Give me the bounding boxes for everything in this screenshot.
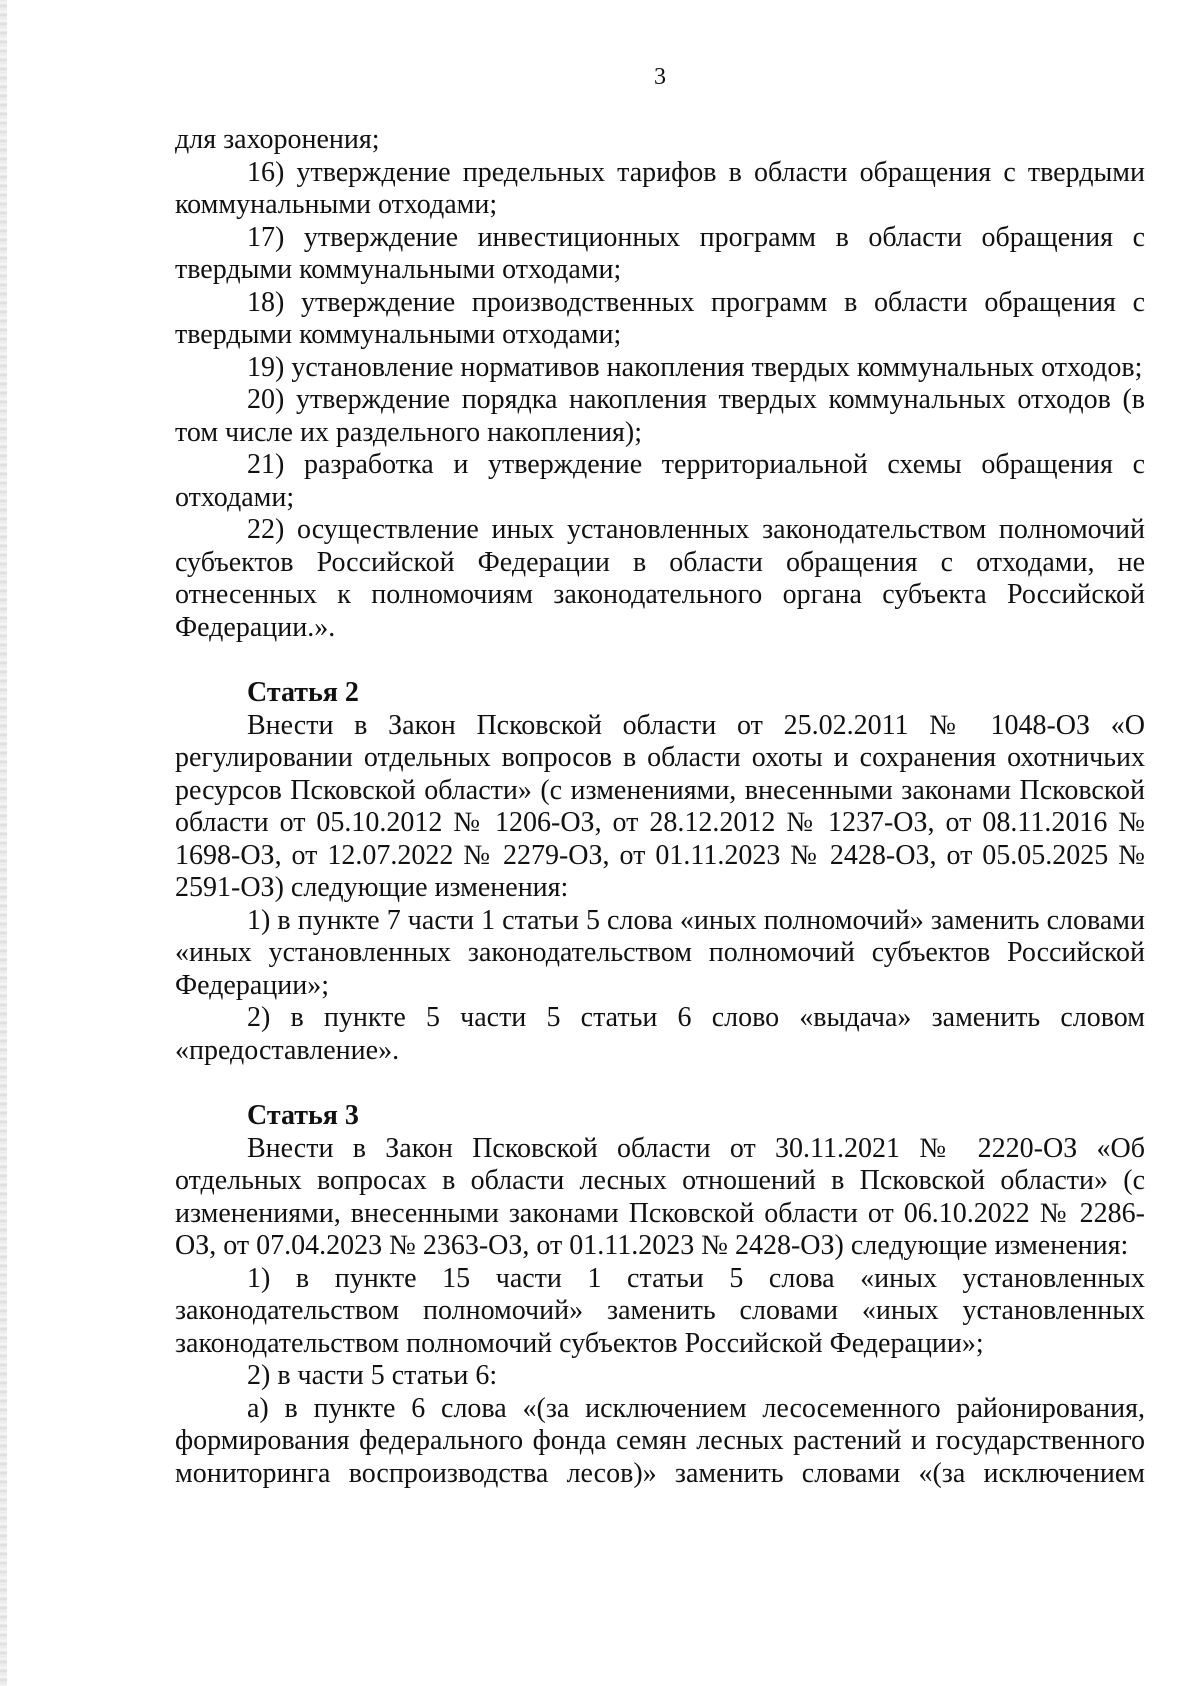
article-3-paragraph: Внести в Закон Псковской области от 30.11.2021 № 2220-ОЗ «Об отдельных вопросах в области лесных отношений в Псковской области» (с изменениями, внесенными законами Псковской области от 06.10.2022 № 2286-ОЗ, от 07.04.2023 № 2363-ОЗ, от 01.11.2023 № 2428-ОЗ) следующие изменения: [175,1132,1145,1261]
list-item: 16) утверждение предельных тарифов в области обращения с твердыми коммунальными отходами; [175,156,1145,220]
article-2-paragraph: 2) в пункте 5 части 5 статьи 6 слово «выдача» заменить словом «предоставление». [175,1002,1145,1066]
list-item: 21) разработка и утверждение территориальной схемы обращения с отходами; [175,449,1145,513]
article-2-paragraph: 1) в пункте 7 части 1 статьи 5 слова «иных полномочий» заменить словами «иных установленных законодательством полномочий субъектов Российской Федерации»; [175,904,1145,1001]
article-3-paragraph: 1) в пункте 15 части 1 статьи 5 слова «иных установленных законодательством полномочий» заменить словами «иных установленных законодательством полномочий субъектов Российской Федерации»; [175,1262,1145,1359]
page-number: 3 [654,64,666,90]
document-body [175,124,1145,1490]
section-spacer [175,1067,1145,1100]
article-3-paragraph: а) в пункте 6 слова «(за исключением лесосеменного районирования, формирования федерального фонда семян лесных растений и государственного мониторинга воспроизводства лесов)» заменить словами «(за исключением [175,1392,1145,1489]
list-item: 22) осуществление иных установленных законодательством полномочий субъектов Российской Федерации в области обращения с отходами, не отнесенных к полномочиям законодательного органа субъекта Российской Федерации.». [175,514,1145,643]
list-item: 19) установление нормативов накопления твердых коммунальных отходов; [247,351,1143,383]
paragraph: для захоронения; [175,124,380,155]
article-3-paragraph: 2) в части 5 статьи 6: [247,1360,498,1391]
article-3-heading: Статья 3 [247,1100,359,1131]
article-2-paragraph: Внести в Закон Псковской области от 25.02.2011 № 1048-ОЗ «О регулировании отдельных вопросов в области охоты и сохранения охотничьих ресурсов Псковской области» (с изменениями, внесенными законами Псковской области от 05.10.2012 № 1206-ОЗ, от 28.12.2012 № 1237-ОЗ, от 08.11.2016 № 1698-ОЗ, от 12.07.2022 № 2279-ОЗ, от 01.11.2023 № 2428-ОЗ, от 05.05.2025 № 2591-ОЗ) следующие изменения: [175,709,1145,903]
list-item: 17) утверждение инвестиционных программ в области обращения с твердыми коммунальными отходами; [175,221,1145,285]
section-spacer [175,644,1145,677]
list-item: 20) утверждение порядка накопления твердых коммунальных отходов (в том числе их раздельного накопления); [175,384,1145,448]
list-item: 18) утверждение производственных программ в области обращения с твердыми коммунальными отходами; [175,286,1145,350]
article-2-heading: Статья 2 [247,677,359,708]
scan-edge [0,0,7,1686]
